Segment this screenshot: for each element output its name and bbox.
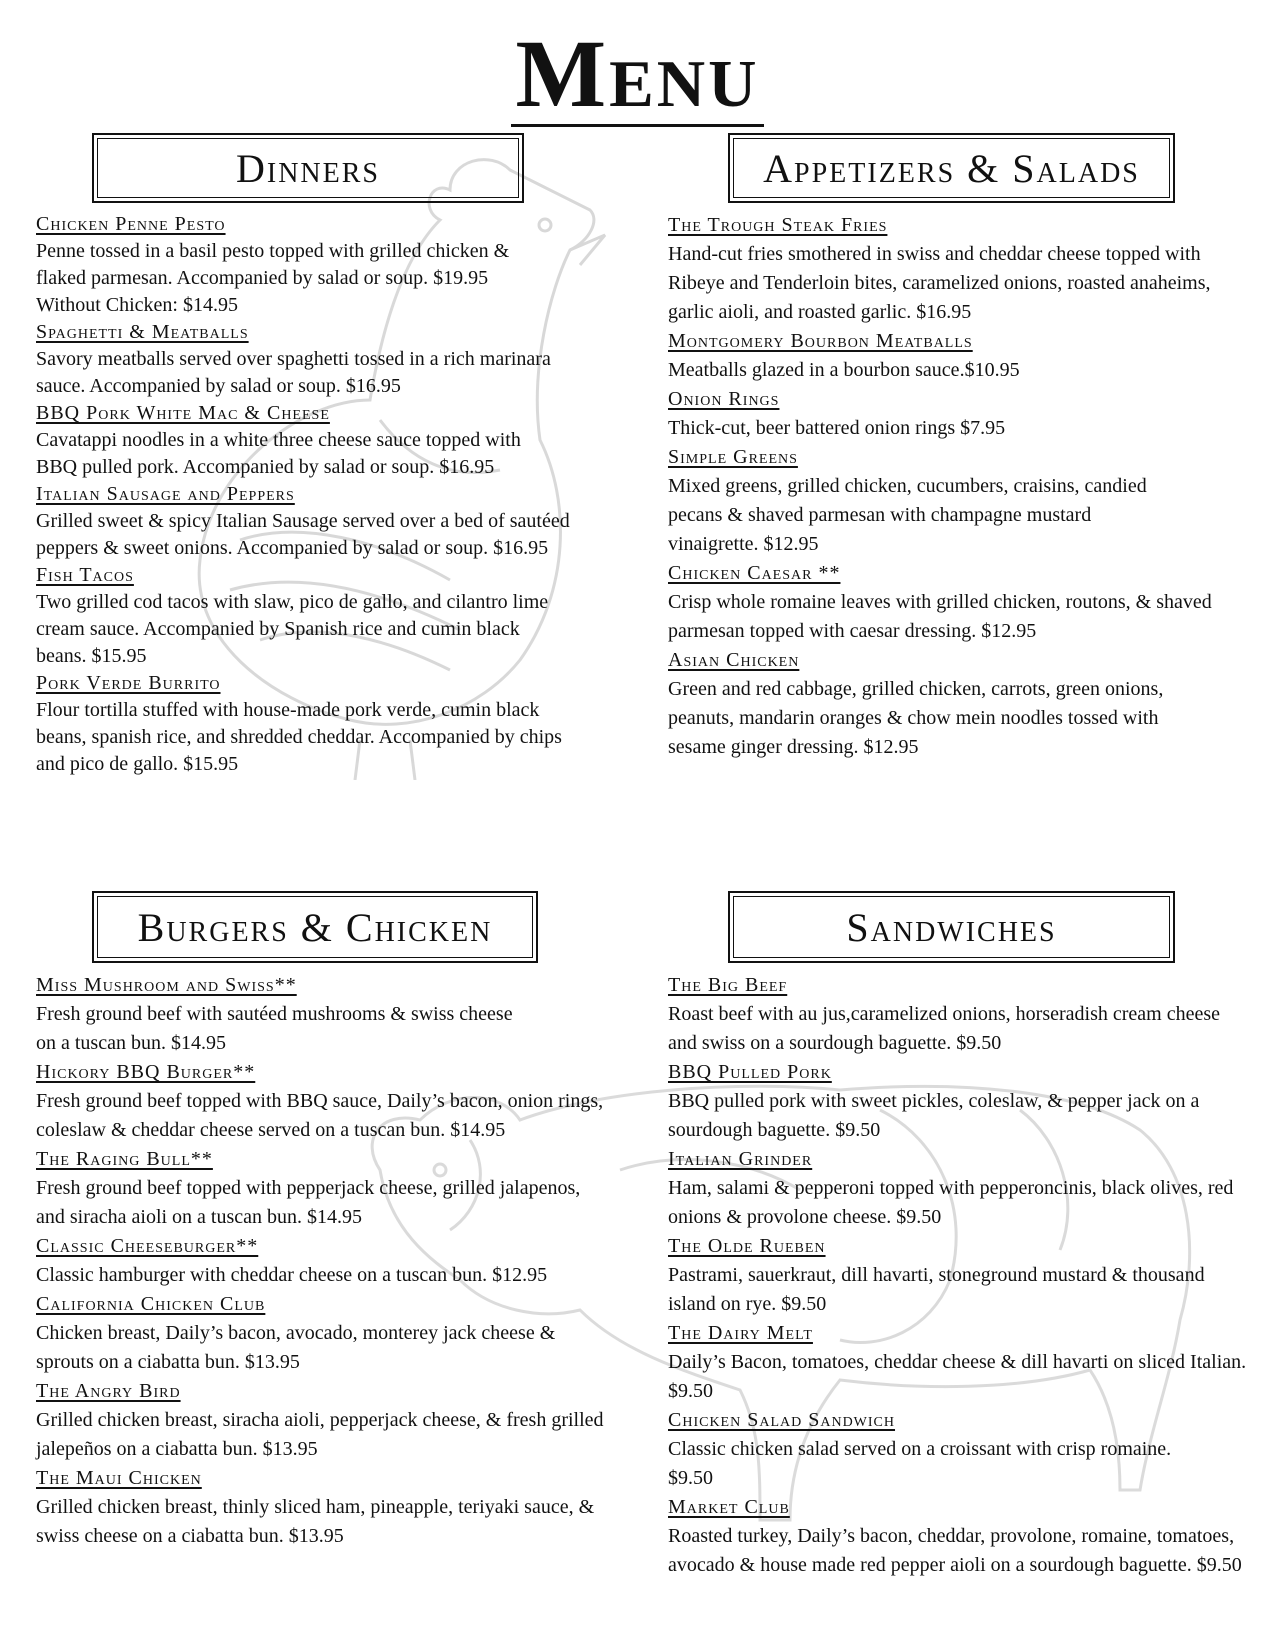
item-name: Asian Chicken [668,649,800,671]
section-heading: Sandwiches [733,896,1170,958]
item-name: Montgomery Bourbon Meatballs [668,330,973,352]
item-name: The Olde Rueben [668,1235,826,1257]
list-item [668,385,1248,443]
list-item [668,559,1248,646]
item-description: Penne tossed in a basil pesto topped with grilled chicken & flaked parmesan. Accompanied by salad or soup. $19.95 [36,240,510,289]
list-item [36,211,606,319]
item-list [668,971,1248,1580]
item-description: Hand-cut fries smothered in swiss and cheddar cheese topped with Ribeye and Tenderloin bites, caramelized onions, roasted anaheims, garlic aioli, and roasted garlic. $16.95 [668,243,1211,323]
list-item [668,1406,1248,1493]
page-title [0,20,1275,127]
item-name: Classic Cheeseburger** [36,1235,259,1257]
list-item [668,1145,1248,1232]
list-item [36,670,606,778]
item-description: Crisp whole romaine leaves with grilled chicken, routons, & shaved parmesan topped with caesar dressing. $12.95 [668,591,1212,642]
section-heading: Burgers & Chicken [97,896,533,958]
list-item [668,1493,1248,1580]
list-item [668,1058,1248,1145]
item-extra: Without Chicken: $14.95 [36,294,238,316]
item-name: Chicken Penne Pesto [36,213,226,235]
item-description: Savory meatballs served over spaghetti tossed in a rich marinara sauce. Accompanied by salad or soup. $16.95 [36,348,551,397]
item-name: The Angry Bird [36,1380,181,1402]
list-item [36,400,606,481]
item-name: The Maui Chicken [36,1467,202,1489]
item-description: Fresh ground beef topped with BBQ sauce, Daily’s bacon, onion rings, coleslaw & cheddar cheese served on a tuscan bun. $14.95 [36,1090,604,1141]
section-burgers-chicken [36,891,606,1551]
list-item [36,1377,606,1464]
item-name: Fish Tacos [36,564,134,586]
list-item [36,1290,606,1377]
item-name: California Chicken Club [36,1293,266,1315]
item-description: Grilled sweet & spicy Italian Sausage served over a bed of sautéed peppers & sweet onions. Accompanied by salad or soup. $16.95 [36,510,570,559]
menu-title: Menu [511,26,763,127]
item-name: The Trough Steak Fries [668,214,888,236]
item-description: Roast beef with au jus,caramelized onions, horseradish cream cheese and swiss on a sourdough baguette. $9.50 [668,1003,1221,1054]
item-name: Italian Grinder [668,1148,813,1170]
section-dinners [36,133,606,778]
list-item [668,211,1248,327]
item-name: Spaghetti & Meatballs [36,321,249,343]
item-description: Classic chicken salad served on a croissant with crisp romaine. $9.50 [668,1438,1172,1489]
item-description: Grilled chicken breast, thinly sliced ham, pineapple, teriyaki sauce, & swiss cheese on a ciabatta bun. $13.95 [36,1496,595,1547]
section-heading-box [92,133,524,203]
list-item [668,646,1248,762]
item-description: Grilled chicken breast, siracha aioli, pepperjack cheese, & fresh grilled jalepeños on a ciabatta bun. $13.95 [36,1409,604,1460]
list-item [668,327,1248,385]
section-heading-box [728,891,1175,963]
item-name: Chicken Salad Sandwich [668,1409,896,1431]
list-item [36,562,606,670]
item-description: Chicken breast, Daily’s bacon, avocado, monterey jack cheese & sprouts on a ciabatta bun. $13.95 [36,1322,556,1373]
list-item [36,481,606,562]
list-item [668,1232,1248,1319]
item-name: Pork Verde Burrito [36,672,221,694]
item-name: Market Club [668,1496,790,1518]
item-name: BBQ Pulled Pork [668,1061,832,1083]
list-item [668,443,1248,559]
list-item [36,319,606,400]
list-item [668,971,1248,1058]
item-description: Fresh ground beef topped with pepperjack cheese, grilled jalapenos, and siracha aioli on a tuscan bun. $14.95 [36,1177,581,1228]
item-description: Meatballs glazed in a bourbon sauce.$10.95 [668,359,1020,381]
item-name: The Dairy Melt [668,1322,813,1344]
item-name: BBQ Pork White Mac & Cheese [36,402,330,424]
item-list [36,211,606,778]
item-name: The Raging Bull** [36,1148,213,1170]
list-item [36,971,606,1058]
item-description: Pastrami, sauerkraut, dill havarti, stoneground mustard & thousand island on rye. $9.50 [668,1264,1205,1315]
section-sandwiches [668,891,1248,1580]
item-description: Green and red cabbage, grilled chicken, carrots, green onions, peanuts, mandarin oranges & chow mein noodles tossed with sesame ginger dressing. $12.95 [668,678,1164,758]
item-list [36,971,606,1551]
section-appetizers-salads [668,133,1248,762]
item-description: BBQ pulled pork with sweet pickles, coleslaw, & pepper jack on a sourdough baguette. $9.50 [668,1090,1200,1141]
item-description: Roasted turkey, Daily’s bacon, cheddar, provolone, romaine, tomatoes, avocado & house made red pepper aioli on a sourdough baguette. $9.50 [668,1525,1242,1576]
item-name: Italian Sausage and Peppers [36,483,295,505]
section-heading-box [728,133,1175,203]
item-name: Chicken Caesar ** [668,562,841,584]
item-description: Mixed greens, grilled chicken, cucumbers, craisins, candied pecans & shaved parmesan with champagne mustard vinaigrette. $12.95 [668,475,1147,555]
list-item [668,1319,1248,1406]
list-item [36,1145,606,1232]
item-description: Thick-cut, beer battered onion rings $7.95 [668,417,1006,439]
item-name: Simple Greens [668,446,798,468]
list-item [36,1232,606,1290]
item-name: Hickory BBQ Burger** [36,1061,256,1083]
item-list [668,211,1248,762]
item-description: Daily’s Bacon, tomatoes, cheddar cheese & dill havarti on sliced Italian. $9.50 [668,1351,1247,1402]
item-description: Two grilled cod tacos with slaw, pico de gallo, and cilantro lime cream sauce. Accompanied by Spanish rice and cumin black beans. $15.95 [36,591,549,667]
list-item [36,1058,606,1145]
item-description: Ham, salami & pepperoni topped with pepperoncinis, black olives, red onions & provolone cheese. $9.50 [668,1177,1234,1228]
section-heading-box [92,891,538,963]
item-name: Onion Rings [668,388,780,410]
section-heading: Appetizers & Salads [733,138,1170,198]
item-description: Flour tortilla stuffed with house-made pork verde, cumin black beans, spanish rice, and shredded cheddar. Accompanied by chips and pico de gallo. $15.95 [36,699,562,775]
item-name: The Big Beef [668,974,788,996]
list-item [36,1464,606,1551]
item-description: Fresh ground beef with sautéed mushrooms & swiss cheese on a tuscan bun. $14.95 [36,1003,513,1054]
section-heading: Dinners [97,138,519,198]
item-description: Classic hamburger with cheddar cheese on a tuscan bun. $12.95 [36,1264,548,1286]
item-description: Cavatappi noodles in a white three cheese sauce topped with BBQ pulled pork. Accompanied by salad or soup. $16.95 [36,429,521,478]
item-name: Miss Mushroom and Swiss** [36,974,297,996]
